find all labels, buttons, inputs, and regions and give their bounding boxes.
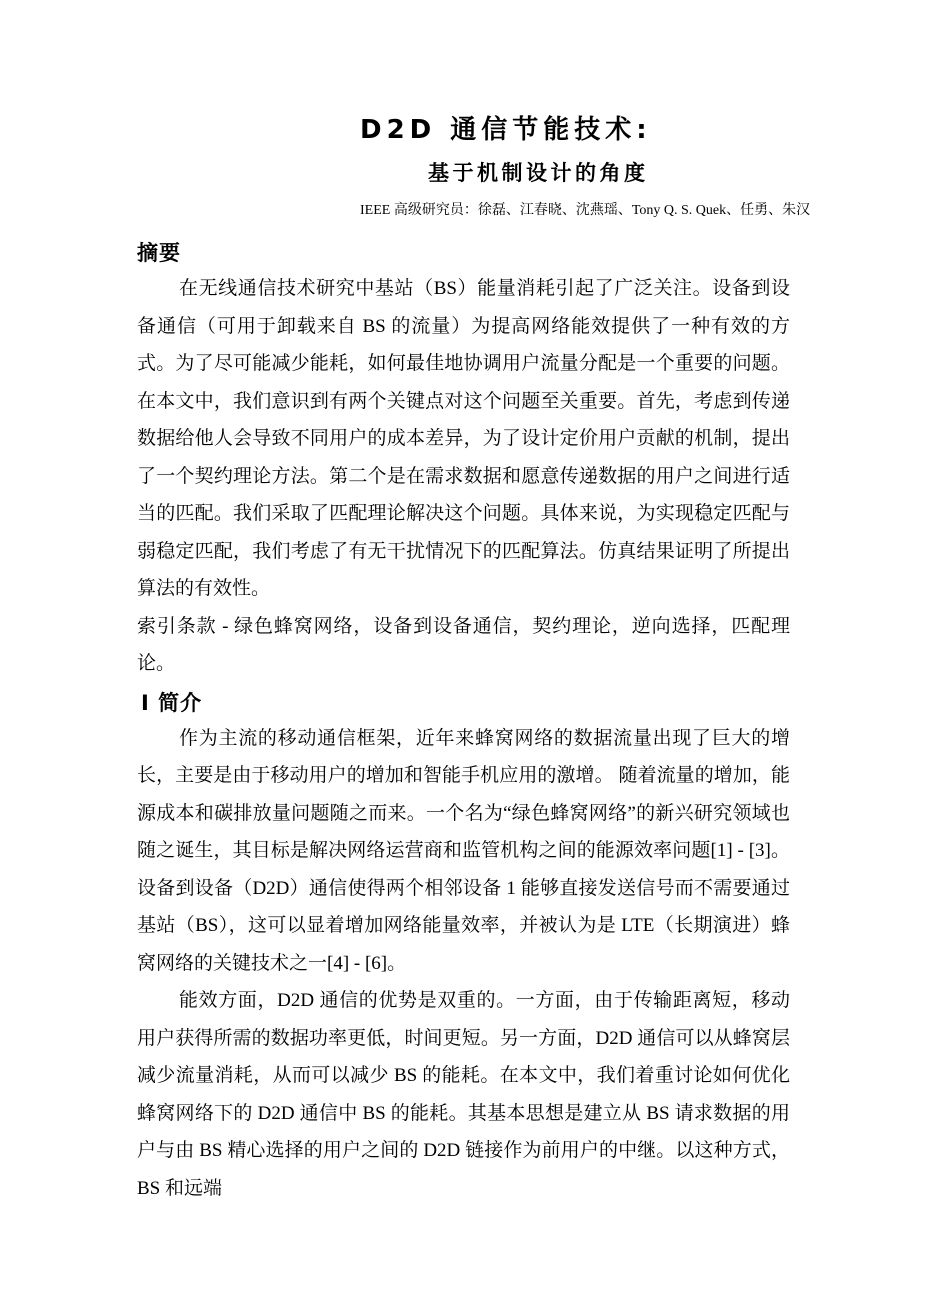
introduction-paragraph-1: 作为主流的移动通信框架，近年来蜂窝网络的数据流量出现了巨大的增长，主要是由于移动用户的增加和智能手机应用的激增。 随着流量的增加，能源成本和碳排放量问题随之而来。一个名为“绿色蜂窝网络”的新兴研究领域也随之诞生，其目标是解决网络运营商和监管机构之间的能源效率问题[1] - [3]。 设备到设备（D2D）通信使得两个相邻设备 1 能够直接发送信号而不需要通过基站（BS），这可以显着增加网络能量效率，并被认为是 LTE（长期演进）蜂窝网络的关键技术之一[4] - [6]。: [137, 727, 790, 974]
authors-byline: IEEE 高级研究员：徐磊、江春晓、沈燕瑶、Tony Q. S. Quek、任勇、朱汉: [360, 203, 811, 218]
abstract-heading: 摘要: [137, 241, 181, 265]
abstract-paragraph: 在无线通信技术研究中基站（BS）能量消耗引起了广泛关注。设备到设备通信（可用于卸载来自 BS 的流量）为提高网络能效提供了一种有效的方式。为了尽可能减少能耗，如何最佳地协调用户流量分配是一个重要的问题。在本文中，我们意识到有两个关键点对这个问题至关重要。首先，考虑到传递数据给他人会导致不同用户的成本差异，为了设计定价用户贡献的机制，提出了一个契约理论方法。第二个是在需求数据和愿意传递数据的用户之间进行适当的匹配。我们采取了匹配理论解决这个问题。具体来说，为实现稳定匹配与弱稳定匹配，我们考虑了有无干扰情况下的匹配算法。仿真结果证明了所提出算法的有效性。: [137, 278, 790, 599]
paper-title: D2D 通信节能技术:: [360, 115, 652, 145]
introduction-paragraph-2: 能效方面，D2D 通信的优势是双重的。一方面，由于传输距离短，移动用户获得所需的数据功率更低，时间更短。另一方面，D2D 通信可以从蜂窝层减少流量消耗，从而可以减少 BS 的能耗。在本文中，我们着重讨论如何优化蜂窝网络下的 D2D 通信中 BS 的能耗。其基本思想是建立从 BS 请求数据的用户与由 BS 精心选择的用户之间的 D2D 链接作为前用户的中继。以这种方式，BS 和远端: [137, 990, 790, 1199]
introduction-heading: I 简介: [141, 690, 203, 715]
paper-subtitle: 基于机制设计的角度: [428, 161, 649, 185]
index-terms-line: 索引条款 - 绿色蜂窝网络，设备到设备通信，契约理论，逆向选择，匹配理论。: [137, 615, 790, 674]
document-content: [0, 112, 926, 1207]
